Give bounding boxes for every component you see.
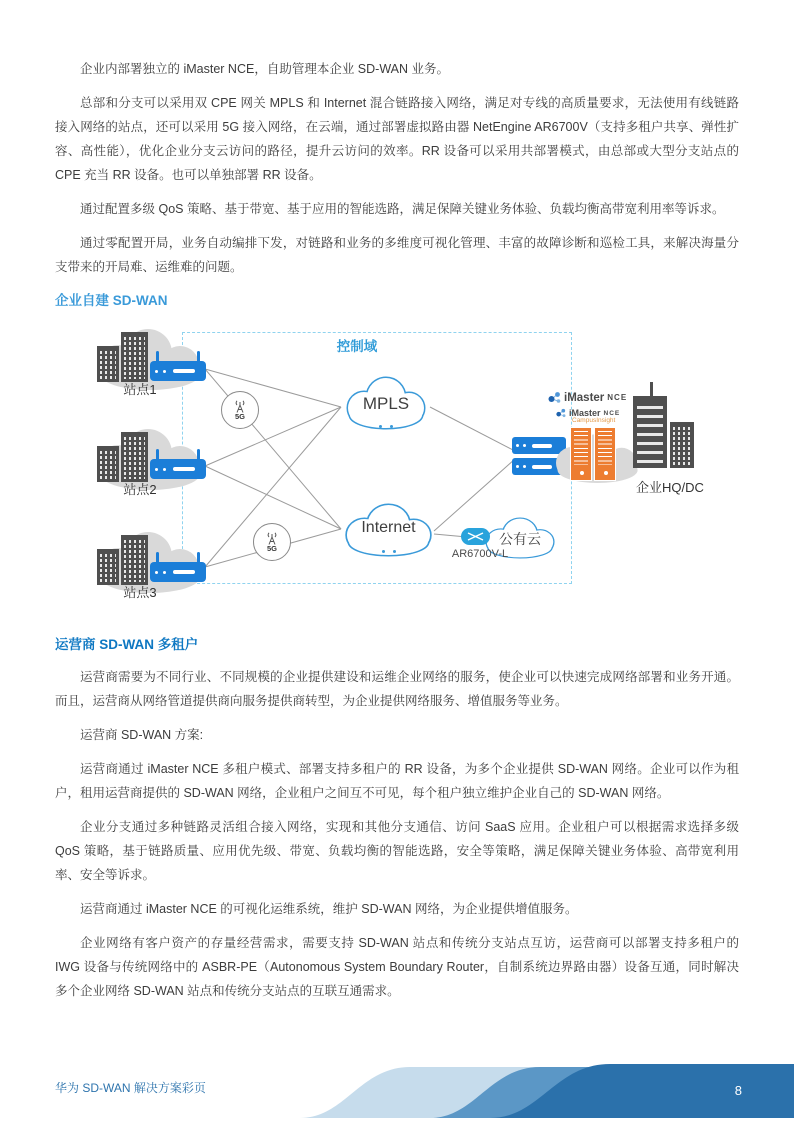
5g-access-icon: 5G bbox=[221, 391, 259, 429]
office-building-icon bbox=[97, 332, 148, 382]
section-heading-carrier: 运营商 SD-WAN 多租户 bbox=[55, 637, 199, 652]
antenna-icon bbox=[264, 532, 280, 545]
public-cloud-label: 公有云 bbox=[499, 531, 541, 547]
site2-label: 站点2 bbox=[123, 482, 157, 497]
internet-dots bbox=[336, 540, 441, 558]
paragraph: 企业网络有客户资产的存量经营需求，需要支持 SD-WAN 站点和传统分支站点互访，运营商可以部署支持多租户的 IWG 设备与传统网络中的 ASBR-PE（Autonomous System Boundary Router，自制系统边界路由器）设备互通，同时解决多个企业网络 SD-WAN 站点和传统分支站点的互联互通需求。 bbox=[55, 936, 739, 998]
campusinsight-label: CampusInsight bbox=[572, 417, 616, 424]
paragraph: 运营商通过 iMaster NCE 的可视化运维系统，维护 SD-WAN 网络，为企业提供增值服务。 bbox=[80, 902, 578, 916]
sdwan-topology-diagram bbox=[55, 319, 739, 619]
cpe-router-icon bbox=[150, 552, 206, 582]
footer-doc-title: 华为 SD-WAN 解决方案彩页 bbox=[55, 1081, 206, 1095]
paragraph: 通过零配置开局，业务自动编排下发，对链路和业务的多维度可视化管理、丰富的故障诊断和巡检工具，来解决海量分支带来的开局难、运维难的问题。 bbox=[55, 236, 739, 274]
internet-cloud bbox=[336, 499, 441, 561]
antenna-icon bbox=[232, 400, 248, 413]
site1-label: 站点1 bbox=[123, 382, 157, 397]
paragraph: 企业内部署独立的 iMaster NCE，自助管理本企业 SD-WAN 业务。 bbox=[80, 62, 449, 76]
hq-label: 企业HQ/DC bbox=[636, 480, 704, 495]
imaster-nce-icon bbox=[556, 408, 566, 418]
internet-label: Internet bbox=[361, 519, 416, 536]
paragraph: 运营商需要为不同行业、不同规模的企业提供建设和运维企业网络的服务，使企业可以快速完成网络部署和业务开通。而且，运营商从网络管道提供商向服务提供商转型，为企业提供网络服务、增值服务等业务。 bbox=[55, 670, 739, 708]
control-domain-label: 控制域 bbox=[336, 339, 378, 354]
cpe-router-icon bbox=[150, 351, 206, 381]
imaster-nce-icon bbox=[548, 391, 561, 404]
hq-building-icon bbox=[633, 396, 694, 468]
office-building-icon bbox=[97, 432, 148, 482]
intro-section bbox=[55, 57, 739, 279]
paragraph: 总部和分支可以采用双 CPE 网关 MPLS 和 Internet 混合链路接入网络，满足对专线的高质量要求，无法使用有线链路接入网络的站点，还可以采用 5G 接入网络，在云端，通过部署虚拟路由器 NetEngine AR6700V（支持多租户共享、弹性扩容、高性能），优化企业分支云访问的路径，提升云访问的效率。RR 设备可以采用共部署模式，由总部或大型分支站点的 CPE 充当 RR 设备。也可以单独部署 RR 设备。 bbox=[55, 96, 739, 182]
server-rack-icon bbox=[570, 427, 616, 481]
imaster-nce-logo: iMaster NCE bbox=[548, 391, 627, 404]
paragraph: 运营商 SD-WAN 方案: bbox=[80, 728, 204, 742]
mpls-label: MPLS bbox=[362, 394, 410, 413]
site3-label: 站点3 bbox=[123, 585, 157, 600]
mpls-dots bbox=[338, 415, 434, 433]
page-number: 8 bbox=[734, 1083, 742, 1098]
paragraph: 运营商通过 iMaster NCE 多租户模式、部署支持多租户的 RR 设备，为多个企业提供 SD-WAN 网络。企业可以作为租户，租用运营商提供的 SD-WAN 网络，企业租户之间互不可见，每个租户独立维护企业自己的 SD-WAN 网络。 bbox=[55, 762, 739, 800]
ar6700v-router-icon bbox=[461, 528, 490, 545]
office-building-icon bbox=[97, 535, 148, 585]
paragraph: 企业分支通过多种链路灵活组合接入网络，实现和其他分支通信、访问 SaaS 应用。企业租户可以根据需求选择多级 QoS 策略，基于链路质量、应用优先级、带宽、负载均衡的智能选路，安全等策略，满足保障关键业务体验、高带宽利用率、安全等诉求。 bbox=[55, 820, 739, 882]
mpls-cloud bbox=[338, 372, 434, 436]
cpe-router-icon bbox=[150, 449, 206, 479]
5g-access-icon: 5G bbox=[253, 523, 291, 561]
carrier-section bbox=[55, 665, 739, 1003]
ar6700v-label: AR6700V-L bbox=[451, 548, 509, 560]
paragraph: 通过配置多级 QoS 策略、基于带宽、基于应用的智能选路，满足保障关键业务体验、负载均衡高带宽利用率等诉求。 bbox=[80, 202, 725, 216]
imaster-campusinsight-logo: iMaster NCE CampusInsight bbox=[556, 408, 620, 424]
section-heading-self-built: 企业自建 SD-WAN bbox=[55, 293, 168, 308]
